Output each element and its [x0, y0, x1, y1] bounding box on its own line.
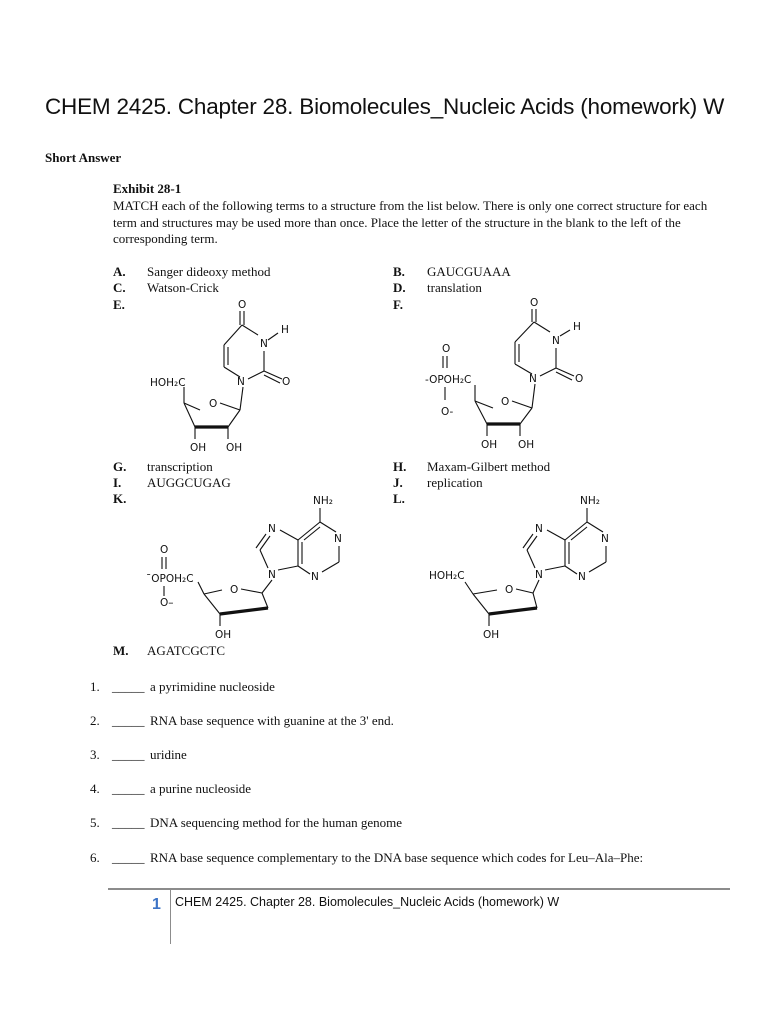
atom-ring-o: O [230, 584, 239, 596]
group-opoh2c: ¯OPOH₂C [146, 573, 194, 585]
option-letter: A. [113, 264, 126, 279]
group-nh2: NH₂ [313, 495, 333, 507]
group-hoh2c: HOH₂C [429, 570, 465, 582]
option-term: AGATCGCTC [147, 643, 226, 658]
atom-ring-o: O [505, 584, 514, 596]
question-number: 1. [90, 679, 100, 694]
option-letter: E. [113, 297, 125, 312]
answer-blank[interactable]: _____ [112, 679, 145, 694]
atom-oh-3: OH [483, 629, 500, 641]
atom-oh-2: OH [481, 439, 498, 451]
option-term: AUGGCUGAG [147, 475, 231, 490]
atom-n3: N [260, 338, 268, 350]
footer-page-number: 1 [152, 896, 161, 913]
question-text: a pyrimidine nucleoside [150, 679, 275, 694]
exhibit-title: Exhibit 28-1 [113, 181, 182, 196]
option-letter: B. [393, 264, 405, 279]
atom-o2: O [575, 373, 584, 385]
option-letter: G. [113, 459, 127, 474]
group-o-minus: O– [160, 597, 174, 609]
question-text: a purine nucleoside [150, 781, 252, 796]
question-number: 6. [90, 850, 100, 865]
atom-o: O [530, 297, 539, 309]
atom-oh-3: OH [215, 629, 232, 641]
question-number: 2. [90, 713, 100, 728]
question-number: 3. [90, 747, 100, 762]
atom-ring-o: O [501, 396, 510, 408]
footer-vertical-divider [170, 890, 171, 944]
question-text: RNA base sequence complementary to the DNA base sequence which codes for Leu–Ala–Phe: [150, 850, 644, 865]
group-o-minus: O- [441, 406, 454, 418]
structure-k-damp [140, 490, 360, 645]
atom-oh-3: OH [518, 439, 535, 451]
atom-oh-3: OH [226, 442, 243, 454]
question-number: 4. [90, 781, 100, 796]
structure-l-deoxyadenosine [425, 490, 625, 645]
group-nh2: NH₂ [580, 495, 600, 507]
answer-blank[interactable]: _____ [112, 747, 145, 762]
structure-e-uridine [140, 295, 320, 455]
option-letter: H. [393, 459, 407, 474]
atom-h: H [281, 324, 289, 336]
answer-blank[interactable]: _____ [112, 781, 145, 796]
atom-n3: N [578, 571, 586, 583]
atom-ring-o: O [209, 398, 218, 410]
option-term: translation [427, 280, 482, 295]
atom-n9: N [535, 569, 543, 581]
option-term: Sanger dideoxy method [147, 264, 271, 279]
option-letter: C. [113, 280, 126, 295]
footer-title: CHEM 2425. Chapter 28. Biomolecules_Nucleic Acids (homework) W [175, 895, 560, 909]
option-term: Watson-Crick [147, 280, 219, 295]
option-letter: I. [113, 475, 122, 490]
question-number: 5. [90, 815, 100, 830]
atom-oh-2: OH [190, 442, 207, 454]
atom-n1: N [237, 376, 245, 388]
atom-n9: N [268, 569, 276, 581]
atom-h: H [573, 321, 581, 333]
footer-divider [108, 888, 730, 890]
option-letter: D. [393, 280, 406, 295]
section-heading: Short Answer [45, 150, 122, 165]
atom-o: O [238, 299, 247, 311]
option-letter: L. [393, 491, 405, 506]
atom-o-phosphate: O [442, 343, 451, 355]
question-text: DNA sequencing method for the human genome [150, 815, 402, 830]
option-term: GAUCGUAAA [427, 264, 511, 279]
answer-blank[interactable]: _____ [112, 815, 145, 830]
option-letter: F. [393, 297, 403, 312]
structure-f-ump [415, 290, 615, 460]
atom-n1: N [601, 533, 609, 545]
answer-blank[interactable]: _____ [112, 713, 145, 728]
option-term: transcription [147, 459, 213, 474]
atom-n7: N [535, 523, 543, 535]
group-opoh2c: -OPOH₂C [425, 374, 472, 386]
atom-n3: N [552, 335, 560, 347]
group-hoh2c: HOH₂C [150, 377, 186, 389]
atom-n1: N [334, 533, 342, 545]
option-term: replication [427, 475, 483, 490]
atom-n3: N [311, 571, 319, 583]
answer-blank[interactable]: _____ [112, 850, 145, 865]
atom-o-phosphate: O [160, 544, 169, 556]
document-title: CHEM 2425. Chapter 28. Biomolecules_Nucleic Acids (homework) W [45, 94, 725, 119]
atom-n1: N [529, 373, 537, 385]
atom-o2: O [282, 376, 291, 388]
option-term: Maxam-Gilbert method [427, 459, 551, 474]
option-letter: K. [113, 491, 127, 506]
atom-n7: N [268, 523, 276, 535]
question-text: uridine [150, 747, 187, 762]
exhibit-instructions: MATCH each of the following terms to a structure from the list below. There is only one correct structure for each term and structures may be used more than once. Place the letter of the structure in the blank to the left of the corresponding term. [113, 198, 708, 247]
question-text: RNA base sequence with guanine at the 3' end. [150, 713, 394, 728]
option-letter: J. [393, 475, 403, 490]
option-letter: M. [113, 643, 129, 658]
